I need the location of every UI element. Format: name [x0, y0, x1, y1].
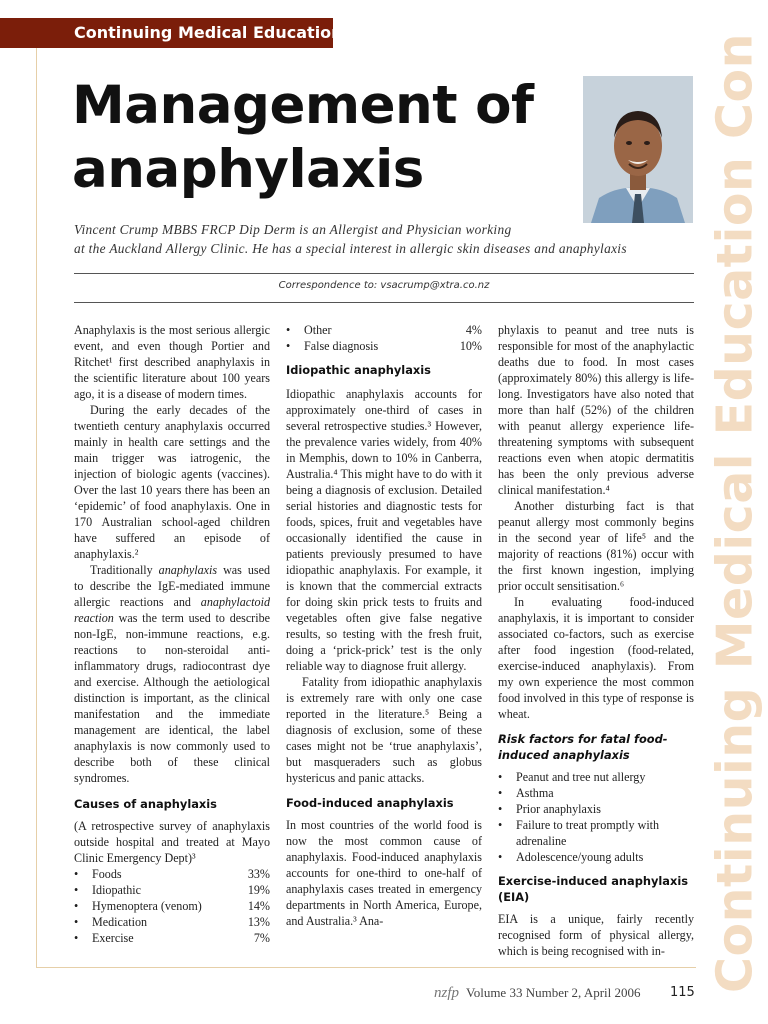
- list-item: [498, 769, 694, 785]
- frame-rule-bottom: [36, 967, 696, 968]
- author-photo-illustration: [583, 76, 693, 223]
- bullet-icon: •: [74, 883, 79, 897]
- bullet-icon: •: [286, 323, 291, 337]
- cause-percent: 14%: [247, 899, 270, 913]
- cause-label: Foods: [92, 867, 122, 881]
- causes-list-continued: [286, 322, 482, 354]
- column-3: [498, 322, 694, 959]
- cause-label: Exercise: [92, 931, 134, 945]
- list-item: [498, 817, 694, 849]
- section-heading-idiopathic: Idiopathic anaphylaxis: [286, 363, 431, 377]
- list-item: [286, 338, 482, 354]
- cause-percent: 10%: [459, 339, 482, 353]
- text-run: was the term used to describe non-IgE, non-immune reactions, e.g. reactions to non-steroidal anti-inflammatory drugs, radiocontrast dye and exercise. Although the aetiological distinction is important, as the clinical manifestation and the immediate management are identical, the label anaphylaxis is now commonly used to describe both of these clinical syndromes.: [74, 611, 270, 785]
- frame-rule-left: [36, 48, 37, 968]
- risk-factor-list: [498, 769, 694, 865]
- cause-percent: 4%: [465, 323, 482, 337]
- cause-label: False diagnosis: [304, 339, 379, 353]
- body-paragraph: Idiopathic anaphylaxis accounts for approximately one-third of cases in several retrospective studies.³ However, the prevalence varies widely, from 40% in Memphis, down to 10% in Canberra, Australia.⁴ This might have to do with it being a diagnosis of exclusion. Detailed serial histories and diagnostic tests for foods, spices, fruit and vegetables have occasionally identified the cause in patients previously presumed to have idiopathic anaphylaxis. For example, it is known that the commercial extracts for doing skin prick tests to fruits and vegetables often give false negative results, so testing with the fresh fruit, doing a ‘prick-prick’ test is the only reliable way to diagnose fruit allergy.: [286, 387, 482, 673]
- page-number: 115: [670, 985, 695, 1000]
- section-heading-food: Food-induced anaphylaxis: [286, 796, 454, 810]
- section-heading-risk-factors: Risk factors for fatal food-induced anaphylaxis: [498, 732, 668, 762]
- causes-intro: (A retrospective survey of anaphylaxis outside hospital and treated at Mayo Clinic Emergency Dept)³: [74, 819, 270, 865]
- list-item: [74, 898, 270, 914]
- author-photo: [583, 76, 693, 223]
- cause-label: Idiopathic: [92, 883, 142, 897]
- risk-factor-label: Failure to treat promptly with adrenaline: [516, 818, 660, 848]
- list-item: [498, 785, 694, 801]
- bottom-rule: [74, 302, 694, 303]
- top-rule: [74, 273, 694, 274]
- list-item: [74, 930, 270, 946]
- cause-percent: 19%: [247, 883, 270, 897]
- body-paragraph: In evaluating food-induced anaphylaxis, it is important to consider associated co-factors, such as exercise after food ingestion (food-related, exercise-induced anaphylaxis). From my own experience the most common food involved in this type of response is wheat.: [498, 595, 694, 721]
- cause-percent: 33%: [247, 867, 270, 881]
- italic-term: anaphylaxis: [158, 563, 218, 577]
- bullet-icon: •: [74, 915, 79, 929]
- bullet-icon: •: [74, 899, 79, 913]
- section-heading-causes: Causes of anaphylaxis: [74, 797, 217, 811]
- list-item: [74, 866, 270, 882]
- bullet-icon: •: [498, 786, 503, 800]
- byline-line-1: Vincent Crump MBBS FRCP Dip Derm is an Allergist and Physician working: [74, 222, 512, 237]
- section-banner: Continuing Medical Education: [0, 18, 333, 48]
- body-paragraph: Another disturbing fact is that peanut allergy most commonly begins in the second year of life⁵ and the majority of reactions (81%) occur with the first known ingestion, implying prior occult sensitisation.⁶: [498, 499, 694, 593]
- bullet-icon: •: [498, 850, 503, 864]
- cause-label: Medication: [92, 915, 148, 929]
- cause-label: Hymenoptera (venom): [92, 899, 202, 913]
- bullet-icon: •: [74, 931, 79, 945]
- risk-factor-label: Asthma: [516, 786, 554, 800]
- cause-percent: 7%: [253, 931, 270, 945]
- cause-percent: 13%: [247, 915, 270, 929]
- body-paragraph: phylaxis to peanut and tree nuts is responsible for most of the anaphylactic deaths due to food. In most cases (approximately 80%) this allergy is life-long. Investigators have also noted that more than half (52%) of the children with peanut allergy experience life-threatening symptoms with subsequent reactions even when atopic dermatitis has been the only previous adverse clinical manifestation.⁴: [498, 323, 694, 497]
- title-line-1: Management of: [72, 75, 534, 136]
- list-item: [498, 801, 694, 817]
- text-run: was used to describe the IgE-mediated immune allergic reactions and: [74, 563, 270, 609]
- cause-label: Other: [304, 323, 332, 337]
- vertical-section-title: Continuing Medical Education Con: [706, 32, 764, 994]
- body-paragraph: Anaphylaxis is the most serious allergic event, and even though Portier and Ritchet¹ first described anaphylaxis in the scientific literature about 100 years ago, it is a disease of modern times.: [74, 323, 270, 401]
- body-paragraph: In most countries of the world food is now the most common cause of anaphylaxis. Food-induced anaphylaxis accounts for one-third to one-half of anaphylaxis cases treated in emergency departments in North America, Europe, and Australia.³ Ana-: [286, 818, 482, 928]
- correspondence-line: Correspondence to: vsacrump@xtra.co.nz: [278, 280, 490, 291]
- issue-info: Volume 33 Number 2, April 2006: [466, 985, 641, 1000]
- bullet-icon: •: [498, 818, 503, 832]
- bullet-icon: •: [286, 339, 291, 353]
- title-line-2: anaphylaxis: [72, 139, 424, 200]
- author-byline: [74, 220, 694, 258]
- article-title: [72, 74, 534, 202]
- list-item: [74, 882, 270, 898]
- italic-term: anaphylactoid reaction: [74, 595, 270, 625]
- body-paragraph: EIA is a unique, fairly recently recognised form of physical allergy, which is being recognised with in-: [498, 912, 694, 958]
- risk-factor-label: Adolescence/young adults: [516, 850, 644, 864]
- bullet-icon: •: [498, 802, 503, 816]
- byline-line-2: at the Auckland Allergy Clinic. He has a special interest in allergic skin diseases and anaphylaxis: [74, 241, 627, 256]
- text-run: Traditionally: [90, 563, 159, 577]
- body-paragraph: During the early decades of the twentieth century anaphylaxis occurred mainly in health care settings and the main trigger was iatrogenic, the injection of biologic agents (vaccines). Over the last 10 years there has been an ‘epidemic’ of food anaphylaxis. One in 170 Australian school-aged children have suffered an episode of anaphylaxis.²: [74, 403, 270, 561]
- body-paragraph: Fatality from idiopathic anaphylaxis is extremely rare with only one case reported in the literature.⁵ Being a diagnosis of exclusion, some of these cases might not be ‘true anaphylaxis’, but masqueraders such as globus hystericus and panic attacks.: [286, 675, 482, 785]
- risk-factor-label: Prior anaphylaxis: [516, 802, 601, 816]
- risk-factor-label: Peanut and tree nut allergy: [516, 770, 646, 784]
- column-2: [286, 322, 482, 929]
- list-item: [498, 849, 694, 865]
- column-1: [74, 322, 270, 946]
- list-item: [74, 914, 270, 930]
- journal-logo: nzfp: [434, 985, 460, 1001]
- list-item: [286, 322, 482, 338]
- bullet-icon: •: [498, 770, 503, 784]
- causes-list: [74, 866, 270, 946]
- body-paragraph: [74, 562, 270, 786]
- section-heading-eia: Exercise-induced anaphylaxis (EIA): [498, 874, 689, 904]
- bullet-icon: •: [74, 867, 79, 881]
